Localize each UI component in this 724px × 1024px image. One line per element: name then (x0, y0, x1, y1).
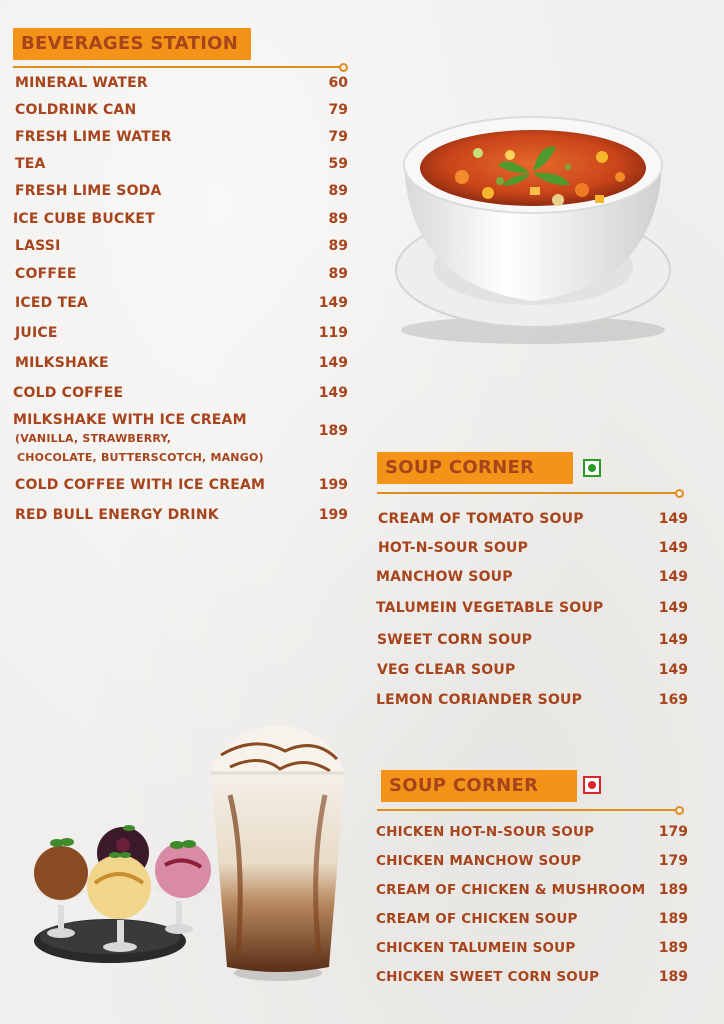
menu-item-name: TALUMEIN VEGETABLE SOUP (376, 600, 604, 616)
menu-item-price: 149 (658, 511, 688, 527)
menu-item-price: 199 (318, 477, 348, 493)
menu-item-price: 119 (318, 325, 348, 341)
menu-item-name: CREAM OF CHICKEN & MUSHROOM (376, 882, 646, 898)
menu-item-price: 189 (658, 969, 688, 985)
menu-item-name: COFFEE (15, 266, 77, 282)
dessert-drinks-image (25, 715, 355, 985)
menu-item-name: MANCHOW SOUP (376, 569, 513, 585)
menu-item-price: 89 (328, 183, 348, 199)
menu-item-name: FRESH LIME SODA (15, 183, 162, 199)
menu-item-price: 149 (658, 662, 688, 678)
menu-item-description: (VANILLA, STRAWBERRY, (15, 432, 172, 445)
beverages-title: BEVERAGES STATION (13, 28, 251, 60)
veg-soup-title: SOUP CORNER (377, 452, 573, 484)
menu-item-name: ICED TEA (15, 295, 89, 311)
menu-item-price: 149 (658, 632, 688, 648)
menu-item-name: JUICE (15, 325, 58, 341)
menu-item-price: 149 (658, 569, 688, 585)
menu-item-price: 89 (328, 238, 348, 254)
menu-item-name: ICE CUBE BUCKET (13, 211, 155, 227)
menu-item-name: CHICKEN SWEET CORN SOUP (376, 969, 600, 985)
menu-item-name: CHICKEN MANCHOW SOUP (376, 853, 582, 869)
menu-item-name: LEMON CORIANDER SOUP (376, 692, 583, 708)
menu-item-price: 60 (328, 75, 348, 91)
menu-item-price: 189 (658, 882, 688, 898)
menu-item-price: 149 (318, 355, 348, 371)
menu-item-price: 79 (328, 129, 348, 145)
menu-item-price: 179 (658, 853, 688, 869)
veg-mark-icon (583, 459, 601, 477)
soup-bowl-image (390, 95, 680, 350)
menu-item-name: FRESH LIME WATER (15, 129, 172, 145)
menu-item-name: MINERAL WATER (15, 75, 148, 91)
menu-item-name: VEG CLEAR SOUP (377, 662, 516, 678)
menu-item-price: 89 (328, 211, 348, 227)
menu-item-name: SWEET CORN SOUP (377, 632, 533, 648)
beverages-divider (13, 66, 344, 68)
menu-item-name: COLDRINK CAN (15, 102, 137, 118)
menu-item-price: 189 (658, 940, 688, 956)
menu-item-price: 149 (658, 540, 688, 556)
veg-soup-divider (377, 492, 680, 494)
menu-item-price: 189 (658, 911, 688, 927)
menu-item-price: 149 (318, 385, 348, 401)
menu-item-price: 89 (328, 266, 348, 282)
menu-item-price: 149 (318, 295, 348, 311)
menu-item-price: 59 (328, 156, 348, 172)
menu-item-name: RED BULL ENERGY DRINK (15, 507, 219, 523)
menu-item-name: LASSI (15, 238, 61, 254)
menu-item-price: 179 (658, 824, 688, 840)
menu-item-price: 189 (318, 423, 348, 439)
menu-item-name: CREAM OF CHICKEN SOUP (376, 911, 578, 927)
menu-item-name: COLD COFFEE WITH ICE CREAM (15, 477, 266, 493)
menu-item-name: COLD COFFEE (13, 385, 124, 401)
menu-item-name: MILKSHAKE WITH ICE CREAM (13, 412, 247, 428)
menu-item-name: MILKSHAKE (15, 355, 109, 371)
menu-item-price: 169 (658, 692, 688, 708)
nonveg-soup-title: SOUP CORNER (381, 770, 577, 802)
menu-item-name: CHICKEN TALUMEIN SOUP (376, 940, 576, 956)
menu-item-description: CHOCOLATE, BUTTERSCOTCH, MANGO) (17, 451, 264, 464)
menu-item-name: TEA (15, 156, 46, 172)
menu-item-name: CHICKEN HOT-N-SOUR SOUP (376, 824, 595, 840)
nonveg-mark-icon (583, 776, 601, 794)
menu-item-price: 199 (318, 507, 348, 523)
menu-item-price: 79 (328, 102, 348, 118)
nonveg-soup-divider (377, 809, 680, 811)
menu-item-name: CREAM OF TOMATO SOUP (378, 511, 584, 527)
menu-item-price: 149 (658, 600, 688, 616)
menu-item-name: HOT-N-SOUR SOUP (378, 540, 529, 556)
